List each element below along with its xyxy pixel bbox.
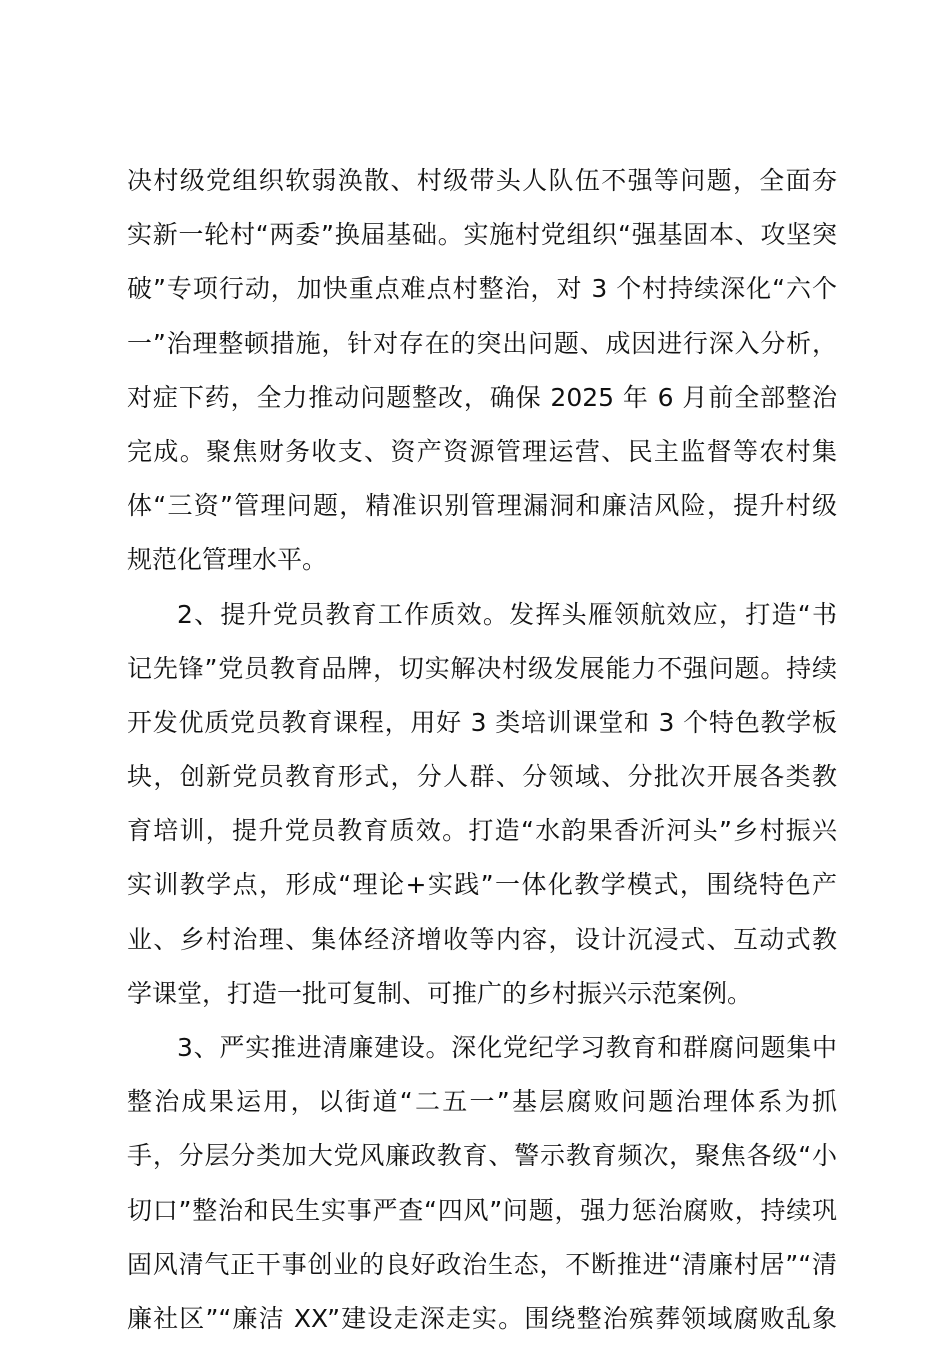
text-line: 实训教学点，形成“理论+实践”一体化教学模式，围绕特色产	[127, 870, 837, 900]
text-line: 育培训，提升党员教育质效。打造“水韵果香沂河头”乡村振兴	[127, 816, 837, 846]
text-line: 决村级党组织软弱涣散、村级带头人队伍不强等问题，全面夯	[127, 166, 837, 195]
text-line: 对症下药，全力推动问题整改，确保 2025 年 6 月前全部整治	[127, 382, 837, 412]
text-line: 实新一轮村“两委”换届基础。实施村党组织“强基固本、攻坚突	[127, 220, 837, 250]
text-line: 整治成果运用，以街道“二五一”基层腐败问题治理体系为抓	[127, 1087, 837, 1117]
paragraph-heading-line: 2、提升党员教育工作质效。发挥头雁领航效应，打造“书	[177, 599, 837, 629]
text-line: 破”专项行动，加快重点难点村整治，对 3 个村持续深化“六个	[127, 274, 837, 304]
text-line: 体“三资”管理问题，精准识别管理漏洞和廉洁风险，提升村级	[127, 491, 837, 521]
text-line: 块，创新党员教育形式，分人群、分领域、分批次开展各类教	[127, 762, 837, 792]
text-line: 完成。聚焦财务收支、资产资源管理运营、民主监督等农村集	[127, 436, 837, 466]
text-line: 固风清气正干事创业的良好政治生态，不断推进“清廉村居”“清	[127, 1249, 837, 1279]
text-line: 手，分层分类加大党风廉政教育、警示教育频次，聚焦各级“小	[127, 1141, 837, 1171]
text-line: 一”治理整顿措施，针对存在的突出问题、成因进行深入分析，	[127, 328, 837, 358]
paragraph-heading-line: 3、严实推进清廉建设。深化党纪学习教育和群腐问题集中	[177, 1033, 837, 1062]
text-line: 切口”整治和民生实事严查“四风”问题，强力惩治腐败，持续巩	[127, 1195, 837, 1225]
text-line: 业、乡村治理、集体经济增收等内容，设计沉浸式、互动式教	[127, 924, 837, 954]
text-line: 规范化管理水平。	[127, 545, 328, 575]
text-line: 开发优质党员教育课程，用好 3 类培训课堂和 3 个特色教学板	[127, 707, 837, 737]
body-text	[127, 154, 837, 1346]
text-line: 学课堂，打造一批可复制、可推广的乡村振兴示范案例。	[127, 978, 753, 1008]
text-line: 廉社区”“廉洁 XX”建设走深走实。围绕整治殡葬领域腐败乱象	[127, 1303, 837, 1333]
text-line: 记先锋”党员教育品牌，切实解决村级发展能力不强问题。持续	[127, 653, 837, 683]
